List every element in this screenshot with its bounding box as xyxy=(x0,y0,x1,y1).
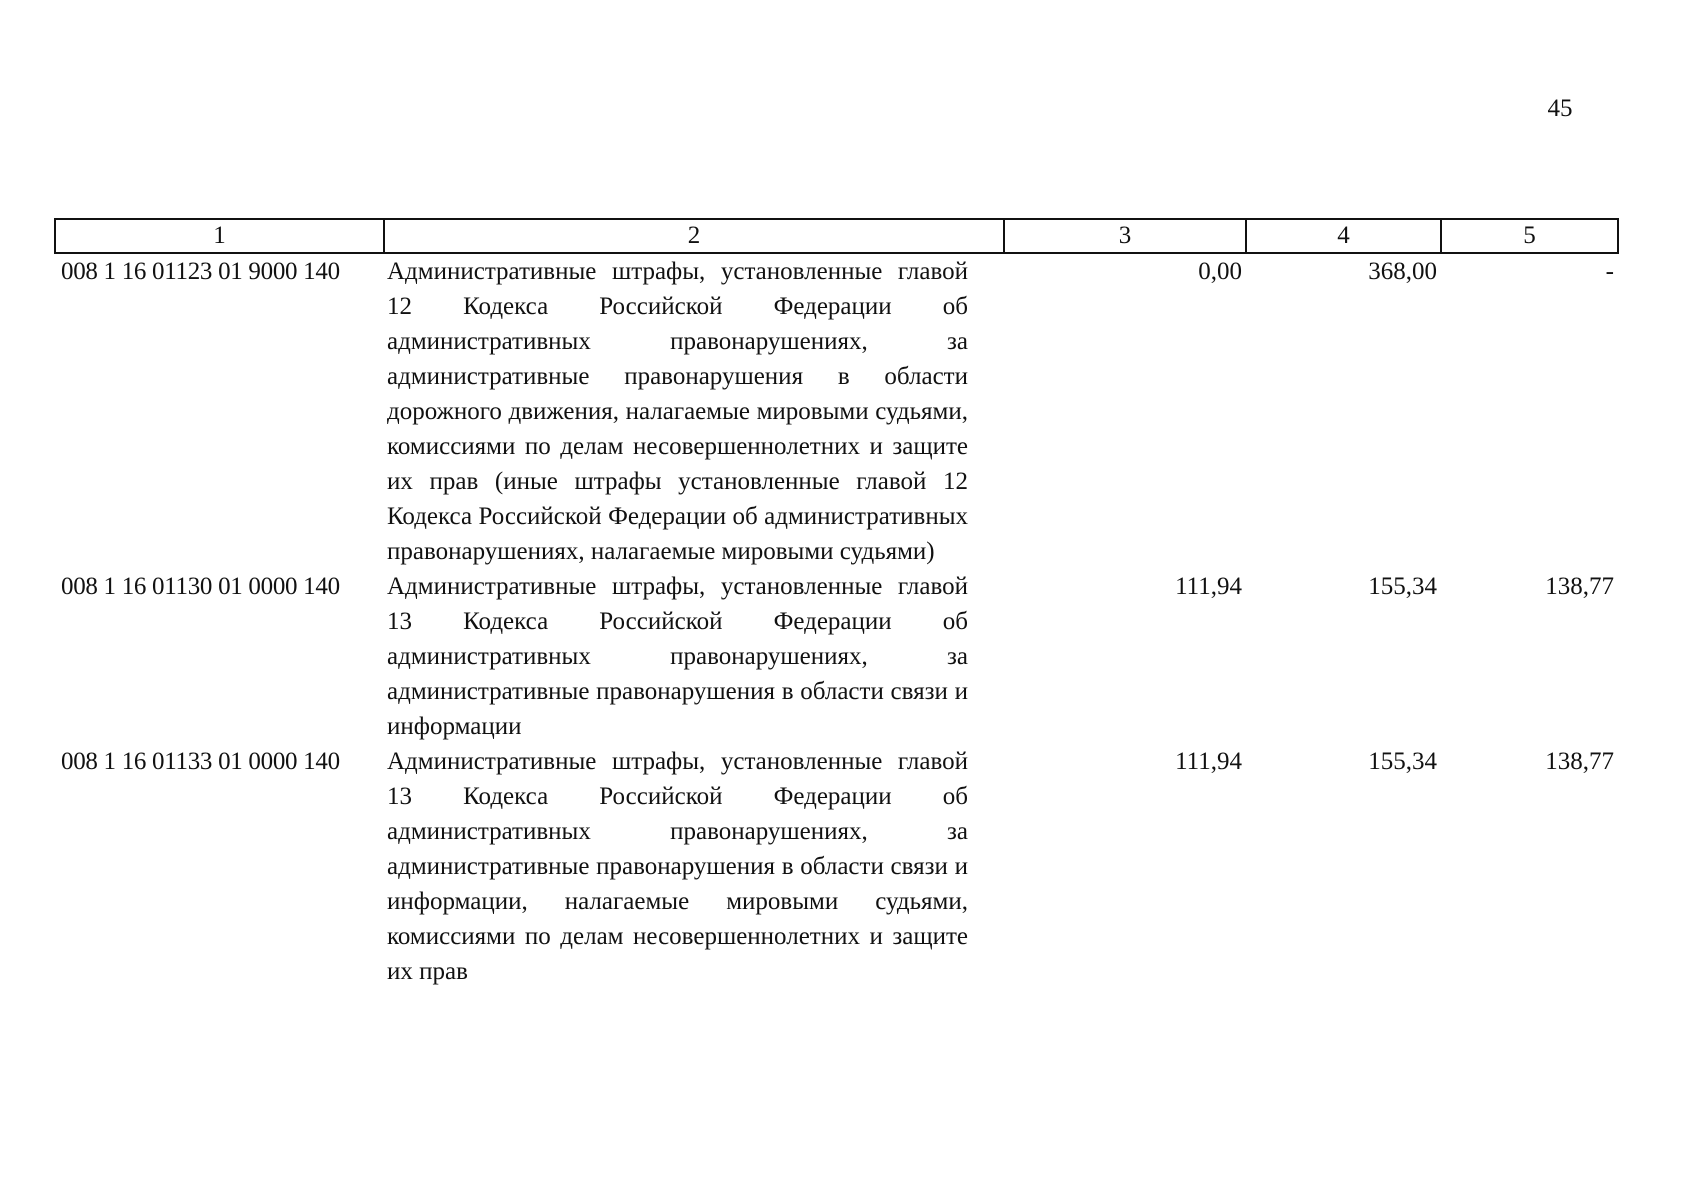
table-row xyxy=(55,569,1618,744)
row-value-col4: 155,34 xyxy=(1368,573,1437,600)
table-header xyxy=(55,219,1618,253)
row-code: 008 1 16 01133 01 0000 140 xyxy=(61,748,340,775)
row-description: Административные штрафы, установленные главой 13 Кодекса Российской Федерации об административных правонарушениях, за административные правонарушения в области связи и информации xyxy=(387,573,968,740)
row-code: 008 1 16 01123 01 9000 140 xyxy=(61,258,340,285)
row-description: Административные штрафы, установленные главой 13 Кодекса Российской Федерации об административных правонарушениях, за административные правонарушения в области связи и информации, налагаемые мировыми судьями, комиссиями по делам несовершеннолетних и защите их прав xyxy=(387,748,968,985)
row-value-col5: 138,77 xyxy=(1545,573,1614,600)
header-col-2: 2 xyxy=(384,219,1004,253)
table-row xyxy=(55,744,1618,989)
table-body xyxy=(55,253,1618,989)
row-value-col5: 138,77 xyxy=(1545,748,1614,775)
row-description: Административные штрафы, установленные главой 12 Кодекса Российской Федерации об административных правонарушениях, за административные правонарушения в области дорожного движения, налагаемые мировыми судьями, комиссиями по делам несовершеннолетних и защите их прав (иные штрафы установленные главой 12 Кодекса Российской Федерации об административных правонарушениях, налагаемые мировыми судьями) xyxy=(387,258,968,565)
row-code: 008 1 16 01130 01 0000 140 xyxy=(61,573,340,600)
header-col-3: 3 xyxy=(1004,219,1246,253)
row-value-col3: 0,00 xyxy=(1198,258,1242,285)
row-value-col3: 111,94 xyxy=(1175,573,1242,600)
header-row xyxy=(55,219,1618,253)
header-col-5: 5 xyxy=(1441,219,1618,253)
row-value-col4: 368,00 xyxy=(1368,258,1437,285)
header-col-1: 1 xyxy=(55,219,384,253)
row-value-col5: - xyxy=(1605,258,1614,285)
page-number: 45 xyxy=(1547,95,1573,122)
row-value-col4: 155,34 xyxy=(1368,748,1437,775)
row-value-col3: 111,94 xyxy=(1175,748,1242,775)
table-row xyxy=(55,253,1618,569)
budget-table xyxy=(54,218,1619,989)
header-col-4: 4 xyxy=(1246,219,1441,253)
